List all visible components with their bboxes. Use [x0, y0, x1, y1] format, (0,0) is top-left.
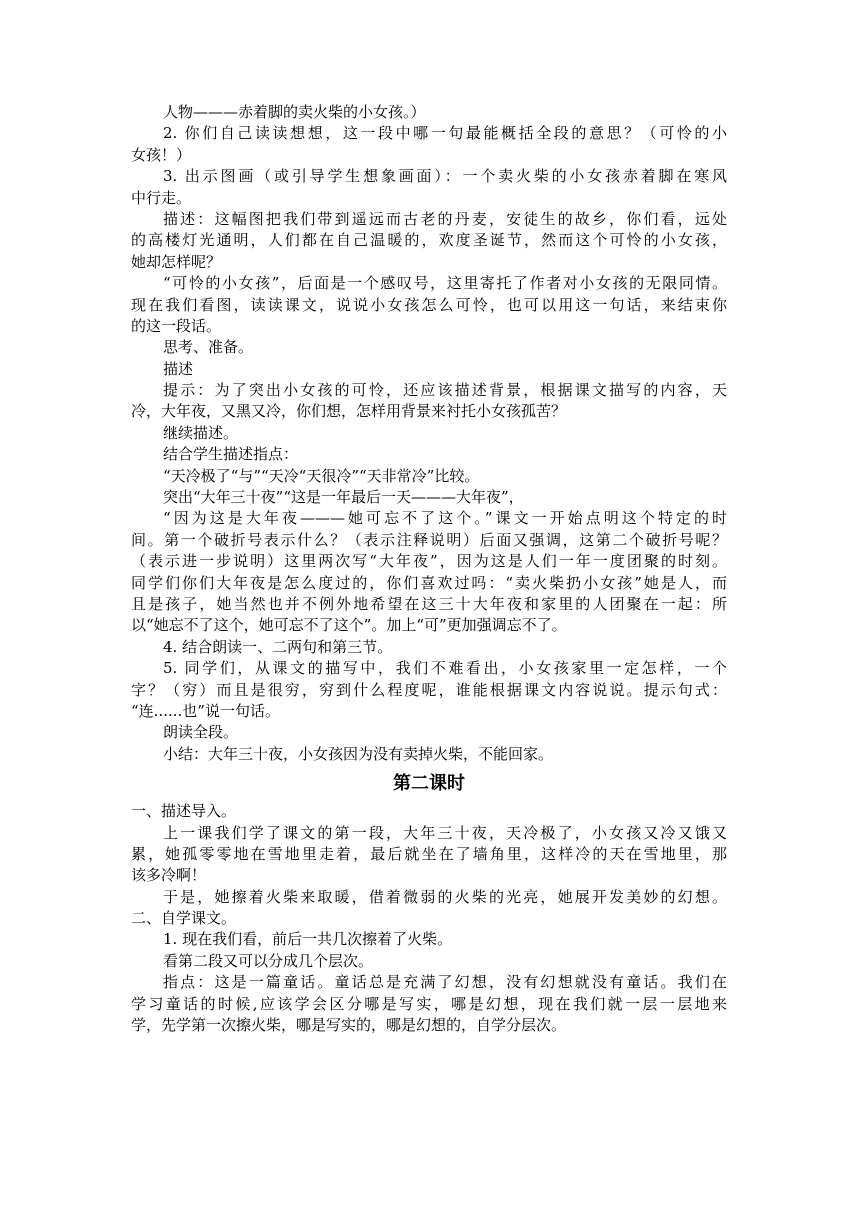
text-line: 看第二段又可以分成几个层次。: [163, 951, 374, 970]
text-line: 二、自学课文。: [131, 909, 237, 928]
text-line: 5. 同学们，从课文的描写中，我们不难看出，小女孩家里一定怎样，一个: [163, 659, 727, 678]
text-line: 描述：这幅图把我们带到遥远而古老的丹麦，安徒生的故乡，你们看，远处: [163, 209, 727, 228]
text-line: 字？（穷）而且是很穷，穷到什么程度呢，谁能根据课文内容说说。提示句式：: [131, 680, 727, 699]
text-line: 指点：这是一篇童话。童话总是充满了幻想，没有幻想就没有童话。我们在: [163, 973, 727, 992]
text-line: 2. 你们自己读读想想，这一段中哪一句最能概括全段的意思？（可怜的小: [163, 124, 727, 143]
text-line: 人物———赤着脚的卖火柴的小女孩。）: [163, 103, 426, 121]
text-line: 突出“大年三十夜”“这是一年最后一天———大年夜”，: [163, 488, 524, 507]
text-line: 该多冷啊！: [131, 866, 207, 885]
text-line: 4. 结合朗读一、二两句和第三节。: [163, 637, 393, 656]
lesson-text-part2: [131, 801, 727, 1036]
text-line: 描述: [163, 359, 194, 378]
text-line: 提示：为了突出小女孩的可怜，还应该描述背景，根据课文描写的内容，天: [163, 381, 727, 400]
text-line: 女孩！）: [131, 145, 192, 164]
text-line: 中行走。: [131, 188, 192, 207]
text-line: 小结：大年三十夜，小女孩因为没有卖掉火柴，不能回家。: [163, 744, 554, 763]
text-line: 同学们你们大年夜是怎么度过的，你们喜欢过吗：“卖火柴扔小女孩”她是人，而: [131, 573, 727, 592]
text-line: 以“她忘不了这个，她可忘不了这个”。加上“可”更加强调忘不了。: [131, 616, 567, 635]
text-line: 结合学生描述指点：: [163, 445, 299, 464]
text-line: “天冷极了“与”“天冷“天很冷”“天非常冷”比较。: [163, 466, 480, 485]
text-line: 的高楼灯光通明，人们都在自己温暖的，欢度圣诞节，然而这个可怜的小女孩，: [131, 231, 727, 250]
text-line: 1. 现在我们看，前后一共几次擦着了火柴。: [163, 930, 453, 949]
document-page: [131, 102, 727, 1036]
text-line: （表示进一步说明）这里两次写“大年夜”，因为这是人们一年一度团聚的时刻。: [131, 552, 727, 571]
text-line: 累，她孤零零地在雪地里走着，最后就坐在了墙角里，这样冷的天在雪地里，那: [131, 844, 727, 863]
text-line: 学，先学第一次擦火柴，哪是写实的，哪是幻想的，自学分层次。: [131, 1016, 567, 1035]
lesson-text-part1: [131, 102, 727, 765]
text-line: 她却怎样呢？: [131, 252, 222, 271]
text-line: 朗读全段。: [163, 723, 239, 742]
text-line: 上一课我们学了课文的第一段，大年三十夜，天冷极了，小女孩又冷又饿又: [163, 823, 727, 842]
text-line: 且是孩子，她当然也并不例外地希望在这三十大年夜和家里的人团聚在一起：所: [131, 594, 727, 613]
text-line: 冷，大年夜，又黑又冷，你们想，怎样用背景来衬托小女孩孤苦？: [131, 402, 567, 421]
text-line: 3. 出示图画（或引导学生想象画面）：一个卖火柴的小女孩赤着脚在寒风: [163, 167, 727, 186]
text-line: “可怜的小女孩”，后面是一个感叹号，这里寄托了作者对小女孩的无限同情。: [163, 274, 727, 293]
text-line: 现在我们看图，读读课文，说说小女孩怎么可怜，也可以用这一句话，来结束你: [131, 295, 727, 314]
text-line: 间。第一个破折号表示什么？（表示注释说明）后面又强调，这第二个破折号呢？: [131, 530, 727, 549]
text-line: 于是，她擦着火柴来取暖，借着微弱的火柴的光亮，她展开发美妙的幻想。: [163, 887, 727, 906]
text-line: 的这一段话。: [131, 316, 222, 335]
text-line: “因为这是大年夜———她可忘不了这个。”课文一开始点明这个特定的时: [163, 509, 727, 528]
text-line: 继续描述。: [163, 423, 239, 442]
section-heading: 第二课时: [393, 773, 465, 795]
text-line: 思考、准备。: [163, 338, 254, 357]
text-line: “连......也”说一句话。: [131, 701, 280, 720]
text-line: 一、描述导入。: [131, 802, 237, 821]
text-line: 学习童话的时候,应该学会区分哪是写实，哪是幻想，现在我们就一层一层地来: [131, 994, 727, 1013]
